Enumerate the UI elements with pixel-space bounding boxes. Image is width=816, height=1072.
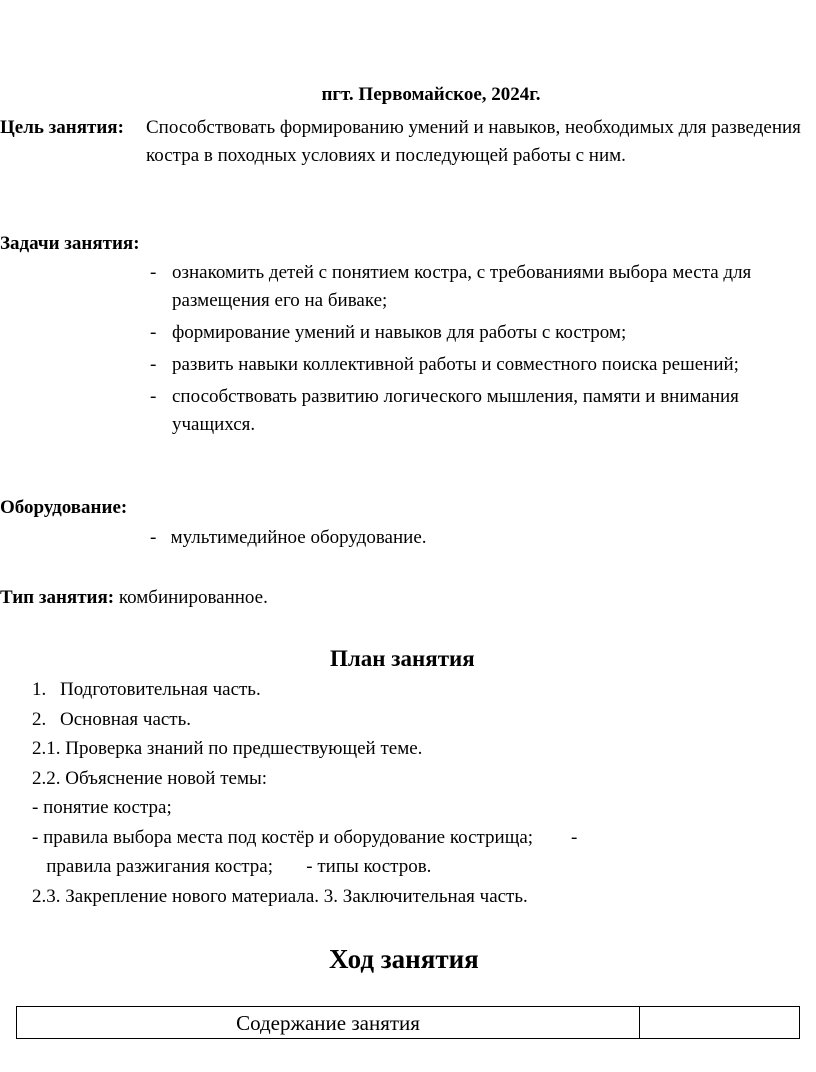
lesson-type-value: комбинированное. xyxy=(114,587,268,608)
task-item: - формирование умений и навыков для работы с костром; xyxy=(150,322,627,343)
tasks-label: Задачи занятия: xyxy=(0,233,140,254)
task-item: - способствовать развитию логического мышления, памяти и внимания учащихся. xyxy=(150,386,739,435)
tasks-list xyxy=(150,259,816,443)
plan-row: 2.2. Объяснение новой темы: xyxy=(32,767,268,789)
task-item: - ознакомить детей с понятием костра, с требованиями выбора места для размещения его на биваке; xyxy=(150,262,752,311)
plan-row: 2.1. Проверка знаний по предшествующей теме. xyxy=(32,738,423,759)
lesson-type-label: Тип занятия: xyxy=(0,587,115,608)
plan-row: - понятие костра; xyxy=(32,797,172,818)
plan-row: 1. Подготовительная часть. xyxy=(32,679,261,700)
equipment-item: - мультимедийное оборудование. xyxy=(150,527,427,548)
plan-row: правила разжигания костра; - типы костров. xyxy=(32,856,432,877)
table-header-empty-cell xyxy=(640,1007,799,1038)
plan-row: 2. Основная часть. xyxy=(32,708,192,730)
plan-title: План занятия xyxy=(330,646,475,671)
plan-row: - правила выбора места под костёр и оборудование кострища; - xyxy=(32,826,578,848)
table-header-content: Содержание занятия xyxy=(17,1007,640,1038)
plan-row: 2.3. Закрепление нового материала. 3. Заключительная часть. xyxy=(32,885,528,907)
plan-list xyxy=(32,676,577,912)
header-place-year: пгт. Первомайское, 2024г. xyxy=(321,84,541,105)
course-table xyxy=(16,1006,800,1039)
goal-text: Способствовать формированию умений и навыков, необходимых для разведения костра в походных условиях и последующей работы с ним. xyxy=(146,117,801,166)
task-item: - развить навыки коллективной работы и совместного поиска решений; xyxy=(150,354,739,375)
lesson-type xyxy=(0,584,268,612)
goal-label: Цель занятия: xyxy=(0,117,124,138)
equipment-label: Оборудование: xyxy=(0,497,128,518)
course-title: Ход занятия xyxy=(329,944,479,974)
